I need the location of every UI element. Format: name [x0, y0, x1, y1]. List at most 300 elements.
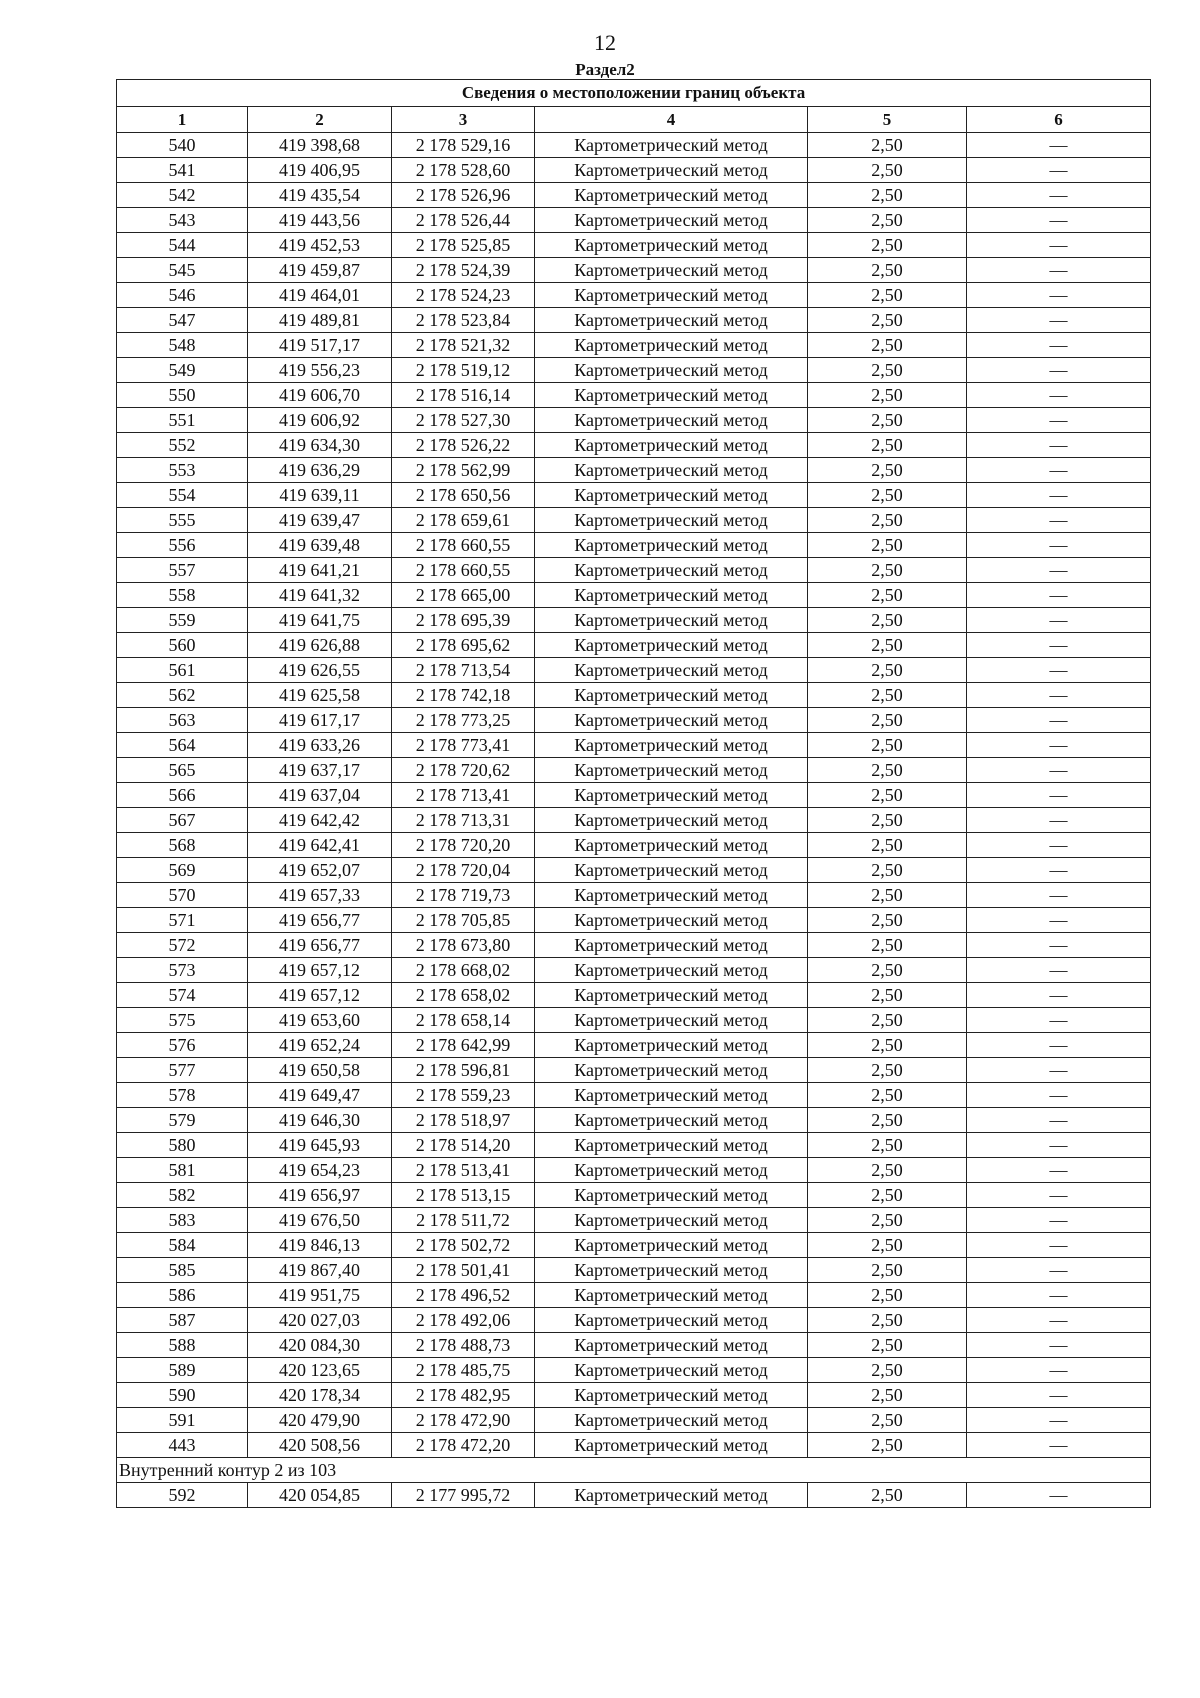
cell-coord-y: 2 178 720,62: [392, 758, 535, 783]
cell-coord-x: 419 641,21: [248, 558, 392, 583]
cell-coord-y: 2 178 705,85: [392, 908, 535, 933]
table-row: [117, 683, 1151, 708]
cell-point-number: 542: [117, 183, 248, 208]
cell-point-number: 579: [117, 1108, 248, 1133]
cell-coord-x: 419 641,75: [248, 608, 392, 633]
cell-point-number: 576: [117, 1033, 248, 1058]
cell-coord-x: 419 653,60: [248, 1008, 392, 1033]
table-row: [117, 908, 1151, 933]
cell-description: —: [967, 1383, 1151, 1408]
cell-point-number: 591: [117, 1408, 248, 1433]
cell-accuracy: 2,50: [808, 1233, 967, 1258]
cell-point-number: 590: [117, 1383, 248, 1408]
cell-coord-x: 419 639,48: [248, 533, 392, 558]
cell-description: —: [967, 583, 1151, 608]
cell-point-number: 556: [117, 533, 248, 558]
cell-point-number: 552: [117, 433, 248, 458]
table-row: [117, 358, 1151, 383]
cell-coord-y: 2 178 660,55: [392, 558, 535, 583]
cell-accuracy: 2,50: [808, 1283, 967, 1308]
table-row: [117, 1158, 1151, 1183]
cell-method: Картометрический метод: [535, 858, 808, 883]
cell-coord-y: 2 178 665,00: [392, 583, 535, 608]
cell-coord-y: 2 178 485,75: [392, 1358, 535, 1383]
cell-method: Картометрический метод: [535, 1383, 808, 1408]
cell-accuracy: 2,50: [808, 1133, 967, 1158]
table-row: [117, 1108, 1151, 1133]
cell-accuracy: 2,50: [808, 183, 967, 208]
cell-method: Картометрический метод: [535, 783, 808, 808]
cell-description: —: [967, 383, 1151, 408]
cell-point-number: 443: [117, 1433, 248, 1458]
table-row: [117, 1233, 1151, 1258]
cell-description: —: [967, 508, 1151, 533]
cell-method: Картометрический метод: [535, 483, 808, 508]
cell-method: Картометрический метод: [535, 508, 808, 533]
cell-description: —: [967, 833, 1151, 858]
cell-coord-x: 419 656,77: [248, 933, 392, 958]
cell-description: —: [967, 558, 1151, 583]
cell-accuracy: 2,50: [808, 883, 967, 908]
cell-method: Картометрический метод: [535, 808, 808, 833]
cell-method: Картометрический метод: [535, 1108, 808, 1133]
cell-coord-x: 419 406,95: [248, 158, 392, 183]
cell-accuracy: 2,50: [808, 783, 967, 808]
table-row: [117, 883, 1151, 908]
cell-method: Картометрический метод: [535, 1358, 808, 1383]
table-row: [117, 283, 1151, 308]
cell-description: —: [967, 1483, 1151, 1508]
cell-accuracy: 2,50: [808, 408, 967, 433]
cell-coord-x: 419 443,56: [248, 208, 392, 233]
cell-point-number: 553: [117, 458, 248, 483]
cell-description: —: [967, 283, 1151, 308]
table-row: [117, 1308, 1151, 1333]
table-row: [117, 1258, 1151, 1283]
cell-coord-y: 2 178 659,61: [392, 508, 535, 533]
cell-coord-y: 2 178 658,02: [392, 983, 535, 1008]
cell-point-number: 582: [117, 1183, 248, 1208]
cell-method: Картометрический метод: [535, 983, 808, 1008]
cell-description: —: [967, 208, 1151, 233]
cell-method: Картометрический метод: [535, 1333, 808, 1358]
table-row: [117, 1208, 1151, 1233]
cell-description: —: [967, 1108, 1151, 1133]
cell-method: Картометрический метод: [535, 958, 808, 983]
cell-description: —: [967, 858, 1151, 883]
table-row: [117, 483, 1151, 508]
cell-description: —: [967, 1208, 1151, 1233]
cell-description: —: [967, 1183, 1151, 1208]
table-row: [117, 858, 1151, 883]
cell-method: Картометрический метод: [535, 1158, 808, 1183]
cell-coord-x: 419 489,81: [248, 308, 392, 333]
cell-point-number: 592: [117, 1483, 248, 1508]
cell-accuracy: 2,50: [808, 733, 967, 758]
cell-point-number: 587: [117, 1308, 248, 1333]
cell-point-number: 585: [117, 1258, 248, 1283]
cell-method: Картометрический метод: [535, 433, 808, 458]
cell-coord-y: 2 178 513,41: [392, 1158, 535, 1183]
cell-description: —: [967, 133, 1151, 158]
cell-coord-y: 2 178 528,60: [392, 158, 535, 183]
cell-coord-x: 419 649,47: [248, 1083, 392, 1108]
cell-description: —: [967, 333, 1151, 358]
cell-point-number: 583: [117, 1208, 248, 1233]
cell-coord-y: 2 178 559,23: [392, 1083, 535, 1108]
cell-point-number: 560: [117, 633, 248, 658]
cell-coord-y: 2 178 518,97: [392, 1108, 535, 1133]
cell-point-number: 555: [117, 508, 248, 533]
cell-coord-x: 419 642,41: [248, 833, 392, 858]
cell-point-number: 586: [117, 1283, 248, 1308]
cell-accuracy: 2,50: [808, 158, 967, 183]
cell-point-number: 568: [117, 833, 248, 858]
cell-method: Картометрический метод: [535, 358, 808, 383]
cell-description: —: [967, 483, 1151, 508]
table-row: [117, 583, 1151, 608]
cell-point-number: 561: [117, 658, 248, 683]
cell-point-number: 563: [117, 708, 248, 733]
cell-accuracy: 2,50: [808, 258, 967, 283]
cell-point-number: 581: [117, 1158, 248, 1183]
cell-point-number: 572: [117, 933, 248, 958]
cell-description: —: [967, 408, 1151, 433]
boundary-coordinates-table: [116, 79, 1151, 1508]
cell-point-number: 540: [117, 133, 248, 158]
cell-method: Картометрический метод: [535, 833, 808, 858]
cell-point-number: 570: [117, 883, 248, 908]
cell-point-number: 559: [117, 608, 248, 633]
cell-coord-x: 419 637,04: [248, 783, 392, 808]
cell-description: —: [967, 1433, 1151, 1458]
cell-coord-y: 2 178 695,39: [392, 608, 535, 633]
cell-coord-y: 2 178 514,20: [392, 1133, 535, 1158]
cell-method: Картометрический метод: [535, 683, 808, 708]
table-row: [117, 933, 1151, 958]
cell-coord-x: 419 641,32: [248, 583, 392, 608]
table-row: [117, 1408, 1151, 1433]
cell-method: Картометрический метод: [535, 908, 808, 933]
cell-accuracy: 2,50: [808, 708, 967, 733]
cell-accuracy: 2,50: [808, 633, 967, 658]
cell-description: —: [967, 308, 1151, 333]
cell-method: Картометрический метод: [535, 1133, 808, 1158]
cell-coord-x: 419 639,11: [248, 483, 392, 508]
cell-description: —: [967, 458, 1151, 483]
cell-coord-x: 419 656,97: [248, 1183, 392, 1208]
cell-accuracy: 2,50: [808, 1008, 967, 1033]
cell-description: —: [967, 1158, 1151, 1183]
cell-point-number: 567: [117, 808, 248, 833]
cell-coord-x: 419 676,50: [248, 1208, 392, 1233]
cell-coord-x: 419 626,55: [248, 658, 392, 683]
cell-accuracy: 2,50: [808, 658, 967, 683]
table-row: [117, 1183, 1151, 1208]
cell-coord-y: 2 178 513,15: [392, 1183, 535, 1208]
cell-accuracy: 2,50: [808, 833, 967, 858]
cell-coord-y: 2 178 502,72: [392, 1233, 535, 1258]
cell-accuracy: 2,50: [808, 808, 967, 833]
table-row: [117, 1083, 1151, 1108]
cell-description: —: [967, 183, 1151, 208]
cell-accuracy: 2,50: [808, 1408, 967, 1433]
cell-coord-x: 420 178,34: [248, 1383, 392, 1408]
cell-method: Картометрический метод: [535, 1058, 808, 1083]
cell-coord-x: 420 479,90: [248, 1408, 392, 1433]
cell-method: Картометрический метод: [535, 708, 808, 733]
cell-accuracy: 2,50: [808, 1208, 967, 1233]
cell-accuracy: 2,50: [808, 383, 967, 408]
cell-point-number: 549: [117, 358, 248, 383]
cell-coord-x: 419 634,30: [248, 433, 392, 458]
cell-coord-y: 2 178 526,44: [392, 208, 535, 233]
cell-coord-x: 419 656,77: [248, 908, 392, 933]
table-row: [117, 558, 1151, 583]
cell-description: —: [967, 533, 1151, 558]
cell-method: Картометрический метод: [535, 158, 808, 183]
cell-description: —: [967, 658, 1151, 683]
cell-description: —: [967, 1083, 1151, 1108]
cell-coord-y: 2 178 642,99: [392, 1033, 535, 1058]
cell-method: Картометрический метод: [535, 883, 808, 908]
cell-coord-x: 419 398,68: [248, 133, 392, 158]
cell-coord-x: 419 606,70: [248, 383, 392, 408]
table-row: [117, 708, 1151, 733]
cell-coord-x: 419 639,47: [248, 508, 392, 533]
cell-description: —: [967, 933, 1151, 958]
table-title-row: [117, 80, 1151, 107]
cell-description: —: [967, 783, 1151, 808]
table-row: [117, 208, 1151, 233]
cell-method: Картометрический метод: [535, 1283, 808, 1308]
cell-method: Картометрический метод: [535, 1083, 808, 1108]
cell-coord-y: 2 178 713,41: [392, 783, 535, 808]
cell-coord-y: 2 178 511,72: [392, 1208, 535, 1233]
cell-method: Картометрический метод: [535, 733, 808, 758]
table-row: [117, 133, 1151, 158]
cell-coord-y: 2 178 596,81: [392, 1058, 535, 1083]
cell-point-number: 565: [117, 758, 248, 783]
cell-coord-x: 419 625,58: [248, 683, 392, 708]
cell-point-number: 554: [117, 483, 248, 508]
cell-method: Картометрический метод: [535, 1033, 808, 1058]
cell-accuracy: 2,50: [808, 458, 967, 483]
cell-coord-y: 2 178 719,73: [392, 883, 535, 908]
cell-accuracy: 2,50: [808, 1108, 967, 1133]
cell-accuracy: 2,50: [808, 758, 967, 783]
cell-point-number: 580: [117, 1133, 248, 1158]
cell-method: Картометрический метод: [535, 1483, 808, 1508]
table-row: [117, 633, 1151, 658]
cell-description: —: [967, 1358, 1151, 1383]
cell-description: —: [967, 1283, 1151, 1308]
table-row: [117, 1283, 1151, 1308]
cell-description: —: [967, 758, 1151, 783]
cell-point-number: 564: [117, 733, 248, 758]
cell-method: Картометрический метод: [535, 558, 808, 583]
table-row: [117, 1058, 1151, 1083]
cell-point-number: 573: [117, 958, 248, 983]
cell-point-number: 550: [117, 383, 248, 408]
cell-method: Картометрический метод: [535, 608, 808, 633]
cell-description: —: [967, 808, 1151, 833]
cell-coord-x: 419 951,75: [248, 1283, 392, 1308]
cell-coord-x: 419 657,12: [248, 983, 392, 1008]
cell-coord-x: 419 867,40: [248, 1258, 392, 1283]
cell-method: Картометрический метод: [535, 258, 808, 283]
table-row: [117, 183, 1151, 208]
cell-coord-x: 419 606,92: [248, 408, 392, 433]
cell-point-number: 571: [117, 908, 248, 933]
cell-accuracy: 2,50: [808, 1433, 967, 1458]
cell-accuracy: 2,50: [808, 208, 967, 233]
cell-accuracy: 2,50: [808, 333, 967, 358]
cell-point-number: 578: [117, 1083, 248, 1108]
cell-point-number: 558: [117, 583, 248, 608]
cell-description: —: [967, 233, 1151, 258]
cell-coord-y: 2 178 527,30: [392, 408, 535, 433]
cell-point-number: 584: [117, 1233, 248, 1258]
cell-point-number: 569: [117, 858, 248, 883]
cell-accuracy: 2,50: [808, 1058, 967, 1083]
cell-coord-x: 419 626,88: [248, 633, 392, 658]
cell-accuracy: 2,50: [808, 1083, 967, 1108]
cell-method: Картометрический метод: [535, 233, 808, 258]
cell-point-number: 575: [117, 1008, 248, 1033]
cell-accuracy: 2,50: [808, 308, 967, 333]
cell-coord-x: 419 435,54: [248, 183, 392, 208]
cell-coord-y: 2 178 660,55: [392, 533, 535, 558]
cell-coord-x: 420 084,30: [248, 1333, 392, 1358]
cell-coord-y: 2 178 523,84: [392, 308, 535, 333]
cell-coord-y: 2 178 526,22: [392, 433, 535, 458]
table-row: [117, 1008, 1151, 1033]
table-row: [117, 658, 1151, 683]
cell-description: —: [967, 633, 1151, 658]
cell-coord-x: 419 642,42: [248, 808, 392, 833]
cell-coord-y: 2 178 713,54: [392, 658, 535, 683]
table-row: [117, 383, 1151, 408]
cell-point-number: 541: [117, 158, 248, 183]
column-header-2: 2: [248, 107, 392, 133]
cell-coord-x: 419 517,17: [248, 333, 392, 358]
cell-point-number: 562: [117, 683, 248, 708]
cell-description: —: [967, 683, 1151, 708]
cell-accuracy: 2,50: [808, 133, 967, 158]
cell-coord-x: 419 657,12: [248, 958, 392, 983]
cell-method: Картометрический метод: [535, 758, 808, 783]
cell-point-number: 589: [117, 1358, 248, 1383]
cell-coord-x: 419 657,33: [248, 883, 392, 908]
cell-method: Картометрический метод: [535, 333, 808, 358]
contour-label: Внутренний контур 2 из 103: [117, 1458, 1151, 1483]
table-row: [117, 1133, 1151, 1158]
cell-coord-y: 2 178 501,41: [392, 1258, 535, 1283]
cell-description: —: [967, 1233, 1151, 1258]
table-row: [117, 533, 1151, 558]
contour-row: [117, 1458, 1151, 1483]
cell-accuracy: 2,50: [808, 483, 967, 508]
cell-point-number: 566: [117, 783, 248, 808]
cell-method: Картометрический метод: [535, 1008, 808, 1033]
cell-accuracy: 2,50: [808, 608, 967, 633]
cell-method: Картометрический метод: [535, 633, 808, 658]
cell-method: Картометрический метод: [535, 658, 808, 683]
cell-description: —: [967, 983, 1151, 1008]
cell-accuracy: 2,50: [808, 1183, 967, 1208]
cell-point-number: 543: [117, 208, 248, 233]
column-header-3: 3: [392, 107, 535, 133]
cell-description: —: [967, 908, 1151, 933]
cell-coord-x: 419 652,24: [248, 1033, 392, 1058]
cell-description: —: [967, 883, 1151, 908]
cell-coord-y: 2 178 668,02: [392, 958, 535, 983]
cell-accuracy: 2,50: [808, 1258, 967, 1283]
cell-coord-y: 2 178 482,95: [392, 1383, 535, 1408]
cell-accuracy: 2,50: [808, 358, 967, 383]
cell-point-number: 577: [117, 1058, 248, 1083]
table-row: [117, 333, 1151, 358]
cell-description: —: [967, 433, 1151, 458]
cell-accuracy: 2,50: [808, 1358, 967, 1383]
table-row: [117, 158, 1151, 183]
cell-coord-y: 2 178 650,56: [392, 483, 535, 508]
table-row: [117, 958, 1151, 983]
table-row: [117, 408, 1151, 433]
cell-description: —: [967, 1133, 1151, 1158]
cell-description: —: [967, 1033, 1151, 1058]
cell-coord-y: 2 177 995,72: [392, 1483, 535, 1508]
table-row: [117, 608, 1151, 633]
table-row: [117, 758, 1151, 783]
cell-coord-x: 419 645,93: [248, 1133, 392, 1158]
cell-method: Картометрический метод: [535, 1308, 808, 1333]
cell-accuracy: 2,50: [808, 908, 967, 933]
cell-accuracy: 2,50: [808, 508, 967, 533]
table-row: [117, 258, 1151, 283]
cell-coord-x: 419 637,17: [248, 758, 392, 783]
cell-accuracy: 2,50: [808, 1483, 967, 1508]
cell-coord-x: 420 508,56: [248, 1433, 392, 1458]
table-row: [117, 1383, 1151, 1408]
cell-point-number: 548: [117, 333, 248, 358]
cell-coord-y: 2 178 472,20: [392, 1433, 535, 1458]
section-title: Раздел2: [575, 60, 635, 79]
table-row: [117, 983, 1151, 1008]
cell-method: Картометрический метод: [535, 308, 808, 333]
cell-coord-y: 2 178 492,06: [392, 1308, 535, 1333]
cell-accuracy: 2,50: [808, 283, 967, 308]
cell-accuracy: 2,50: [808, 683, 967, 708]
cell-description: —: [967, 958, 1151, 983]
cell-point-number: 544: [117, 233, 248, 258]
table-row: [117, 1358, 1151, 1383]
cell-description: —: [967, 1008, 1151, 1033]
cell-accuracy: 2,50: [808, 958, 967, 983]
cell-coord-y: 2 178 720,20: [392, 833, 535, 858]
cell-coord-x: 419 636,29: [248, 458, 392, 483]
cell-coord-x: 419 452,53: [248, 233, 392, 258]
cell-method: Картометрический метод: [535, 1233, 808, 1258]
table-row: [117, 1333, 1151, 1358]
cell-point-number: 546: [117, 283, 248, 308]
cell-accuracy: 2,50: [808, 933, 967, 958]
table-row: [117, 458, 1151, 483]
cell-coord-y: 2 178 713,31: [392, 808, 535, 833]
cell-coord-x: 419 846,13: [248, 1233, 392, 1258]
column-header-1: 1: [117, 107, 248, 133]
